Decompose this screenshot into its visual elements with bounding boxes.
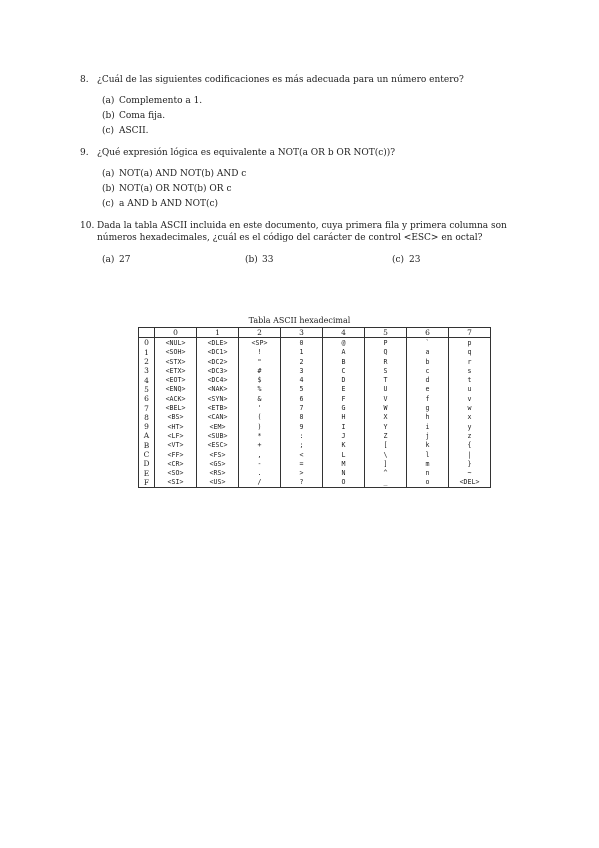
table-row: [139, 459, 491, 468]
table-cell: <LF>: [155, 431, 197, 440]
option-text: 27: [119, 255, 131, 265]
table-cell: 1: [281, 348, 323, 357]
table-cell: $: [239, 375, 281, 384]
row-header: 5: [139, 385, 155, 394]
column-header: 0: [155, 328, 197, 338]
table-cell: <CAN>: [197, 413, 239, 422]
table-cell: <SUB>: [197, 431, 239, 440]
table-cell: 7: [281, 403, 323, 412]
table-cell: <STX>: [155, 357, 197, 366]
table-cell: }: [449, 459, 491, 468]
table-cell: ^: [365, 468, 407, 477]
table-row: [139, 338, 491, 348]
row-header: 4: [139, 375, 155, 384]
table-cell: W: [365, 403, 407, 412]
table-cell: <VT>: [155, 441, 197, 450]
table-cell: Q: [365, 348, 407, 357]
column-header: 5: [365, 328, 407, 338]
table-cell: d: [407, 375, 449, 384]
question-8-option-b: [102, 110, 165, 122]
table-cell: =: [281, 459, 323, 468]
table-cell: 3: [281, 366, 323, 375]
table-row: [139, 478, 491, 488]
table-cell: x: [449, 413, 491, 422]
table-cell: e: [407, 385, 449, 394]
table-cell: <SO>: [155, 468, 197, 477]
table-cell: <SYN>: [197, 394, 239, 403]
table-cell: <ESC>: [197, 441, 239, 450]
table-cell: <DLE>: [197, 338, 239, 348]
table-cell: X: [365, 413, 407, 422]
table-cell: <US>: [197, 478, 239, 488]
row-header: F: [139, 478, 155, 488]
table-cell: 2: [281, 357, 323, 366]
table-cell: <EOT>: [155, 375, 197, 384]
option-label: (a): [102, 169, 115, 179]
row-header: 6: [139, 394, 155, 403]
table-cell: p: [449, 338, 491, 348]
table-cell: ': [239, 403, 281, 412]
table-cell: y: [449, 422, 491, 431]
table-cell: ~: [449, 468, 491, 477]
table-cell: <SOH>: [155, 348, 197, 357]
question-9-option-c: [102, 198, 218, 210]
table-cell: K: [323, 441, 365, 450]
question-10-option-b: [245, 254, 273, 266]
table-row: [139, 375, 491, 384]
table-cell: ": [239, 357, 281, 366]
table-cell: w: [449, 403, 491, 412]
table-cell: +: [239, 441, 281, 450]
table-cell: `: [407, 338, 449, 348]
table-row: [139, 422, 491, 431]
question-9-option-a: [102, 168, 246, 180]
table-cell: j: [407, 431, 449, 440]
table-cell: M: [323, 459, 365, 468]
table-cell: <ACK>: [155, 394, 197, 403]
question-text: ¿Cuál de las siguientes codificaciones es más adecuada para un número entero?: [97, 75, 464, 85]
row-header: 3: [139, 366, 155, 375]
table-header-row: [139, 328, 491, 338]
table-row: [139, 348, 491, 357]
table-cell: _: [365, 478, 407, 488]
table-cell: 8: [281, 413, 323, 422]
table-cell: J: [323, 431, 365, 440]
table-cell: (: [239, 413, 281, 422]
option-label: (a): [102, 255, 115, 265]
table-cell: \: [365, 450, 407, 459]
ascii-table: [138, 327, 491, 488]
row-header: 8: [139, 413, 155, 422]
table-cell: T: [365, 375, 407, 384]
table-cell: ): [239, 422, 281, 431]
table-cell: 9: [281, 422, 323, 431]
table-cell: s: [449, 366, 491, 375]
table-cell: {: [449, 441, 491, 450]
table-cell: <NUL>: [155, 338, 197, 348]
row-header: A: [139, 431, 155, 440]
question-10-option-c: [392, 254, 420, 266]
table-cell: 5: [281, 385, 323, 394]
corner-cell: [139, 328, 155, 338]
table-cell: C: [323, 366, 365, 375]
table-cell: B: [323, 357, 365, 366]
question-number: 8.: [80, 75, 89, 85]
table-cell: <FF>: [155, 450, 197, 459]
table-cell: V: [365, 394, 407, 403]
option-text: NOT(a) AND NOT(b) AND c: [119, 169, 247, 179]
row-header: C: [139, 450, 155, 459]
table-row: [139, 366, 491, 375]
table-cell: v: [449, 394, 491, 403]
table-cell: I: [323, 422, 365, 431]
table-cell: 6: [281, 394, 323, 403]
table-cell: c: [407, 366, 449, 375]
table-cell: <: [281, 450, 323, 459]
table-row: [139, 385, 491, 394]
option-text: 23: [409, 255, 421, 265]
question-10-option-a: [102, 254, 130, 266]
table-cell: <DC4>: [197, 375, 239, 384]
table-row: [139, 357, 491, 366]
question-text: ¿Qué expresión lógica es equivalente a NOT(a OR b OR NOT(c))?: [97, 148, 396, 158]
table-cell: <DC3>: [197, 366, 239, 375]
table-cell: S: [365, 366, 407, 375]
table-cell: U: [365, 385, 407, 394]
table-cell: <DC2>: [197, 357, 239, 366]
table-cell: <GS>: [197, 459, 239, 468]
table-cell: R: [365, 357, 407, 366]
table-cell: <HT>: [155, 422, 197, 431]
option-label: (c): [392, 255, 405, 265]
table-cell: <CR>: [155, 459, 197, 468]
table-cell: &: [239, 394, 281, 403]
table-cell: G: [323, 403, 365, 412]
option-label: (b): [102, 184, 115, 194]
table-cell: z: [449, 431, 491, 440]
table-row: [139, 394, 491, 403]
table-cell: F: [323, 394, 365, 403]
table-cell: <ETX>: [155, 366, 197, 375]
table-cell: b: [407, 357, 449, 366]
table-cell: t: [449, 375, 491, 384]
table-caption: Tabla ASCII hexadecimal: [248, 316, 351, 325]
table-cell: L: [323, 450, 365, 459]
table-cell: f: [407, 394, 449, 403]
table-cell: <DEL>: [449, 478, 491, 488]
option-text: Complemento a 1.: [119, 96, 203, 106]
table-cell: <BEL>: [155, 403, 197, 412]
table-cell: Y: [365, 422, 407, 431]
table-cell: l: [407, 450, 449, 459]
option-text: NOT(a) OR NOT(b) OR c: [119, 184, 232, 194]
table-cell: [: [365, 441, 407, 450]
option-text: ASCII.: [119, 126, 149, 136]
table-cell: <DC1>: [197, 348, 239, 357]
column-header: 2: [239, 328, 281, 338]
table-row: [139, 450, 491, 459]
option-label: (a): [102, 96, 115, 106]
question-number: 9.: [80, 148, 89, 158]
row-header: D: [139, 459, 155, 468]
table-cell: <NAK>: [197, 385, 239, 394]
table-cell: <RS>: [197, 468, 239, 477]
table-cell: h: [407, 413, 449, 422]
table-cell: N: [323, 468, 365, 477]
question-number: 10.: [80, 221, 95, 231]
option-text: 33: [262, 255, 274, 265]
table-cell: <ETB>: [197, 403, 239, 412]
table-cell: i: [407, 422, 449, 431]
table-cell: q: [449, 348, 491, 357]
table-cell: P: [365, 338, 407, 348]
row-header: 9: [139, 422, 155, 431]
row-header: 1: [139, 348, 155, 357]
table-cell: 4: [281, 375, 323, 384]
table-cell: #: [239, 366, 281, 375]
table-cell: <EM>: [197, 422, 239, 431]
table-cell: <SP>: [239, 338, 281, 348]
table-cell: <SI>: [155, 478, 197, 488]
question-8-option-a: [102, 95, 202, 107]
table-row: [139, 403, 491, 412]
column-header: 3: [281, 328, 323, 338]
column-header: 7: [449, 328, 491, 338]
table-cell: g: [407, 403, 449, 412]
table-row: [139, 468, 491, 477]
table-cell: n: [407, 468, 449, 477]
table-cell: *: [239, 431, 281, 440]
question-8-option-c: [102, 125, 149, 137]
table-cell: 0: [281, 338, 323, 348]
row-header: 0: [139, 338, 155, 348]
table-cell: k: [407, 441, 449, 450]
table-cell: r: [449, 357, 491, 366]
table-cell: !: [239, 348, 281, 357]
table-row: [139, 441, 491, 450]
table-cell: Z: [365, 431, 407, 440]
row-header: 2: [139, 357, 155, 366]
table-cell: |: [449, 450, 491, 459]
table-cell: %: [239, 385, 281, 394]
row-header: B: [139, 441, 155, 450]
option-label: (c): [102, 126, 115, 136]
table-cell: O: [323, 478, 365, 488]
table-cell: ;: [281, 441, 323, 450]
table-cell: <ENQ>: [155, 385, 197, 394]
table-cell: ?: [281, 478, 323, 488]
table-cell: H: [323, 413, 365, 422]
table-cell: o: [407, 478, 449, 488]
table-cell: u: [449, 385, 491, 394]
table-row: [139, 413, 491, 422]
table-cell: /: [239, 478, 281, 488]
table-body: [139, 338, 491, 488]
table-cell: ]: [365, 459, 407, 468]
question-9-option-b: [102, 183, 231, 195]
table-cell: D: [323, 375, 365, 384]
row-header: 7: [139, 403, 155, 412]
option-label: (c): [102, 199, 115, 209]
table-cell: E: [323, 385, 365, 394]
table-cell: @: [323, 338, 365, 348]
question-text: Dada la tabla ASCII incluida en este documento, cuya primera fila y primera columna son números hexadecimales, ¿cuál es el código del carácter de control <ESC> en octal?: [97, 221, 507, 243]
table-cell: m: [407, 459, 449, 468]
option-label: (b): [102, 111, 115, 121]
row-header: E: [139, 468, 155, 477]
table-cell: <BS>: [155, 413, 197, 422]
table-cell: >: [281, 468, 323, 477]
table-cell: .: [239, 468, 281, 477]
table-cell: A: [323, 348, 365, 357]
option-label: (b): [245, 255, 258, 265]
option-text: a AND b AND NOT(c): [119, 199, 219, 209]
table-row: [139, 431, 491, 440]
table-cell: :: [281, 431, 323, 440]
column-header: 6: [407, 328, 449, 338]
option-text: Coma fija.: [119, 111, 166, 121]
column-header: 1: [197, 328, 239, 338]
table-cell: <FS>: [197, 450, 239, 459]
table-cell: a: [407, 348, 449, 357]
table-cell: -: [239, 459, 281, 468]
table-cell: ,: [239, 450, 281, 459]
column-header: 4: [323, 328, 365, 338]
